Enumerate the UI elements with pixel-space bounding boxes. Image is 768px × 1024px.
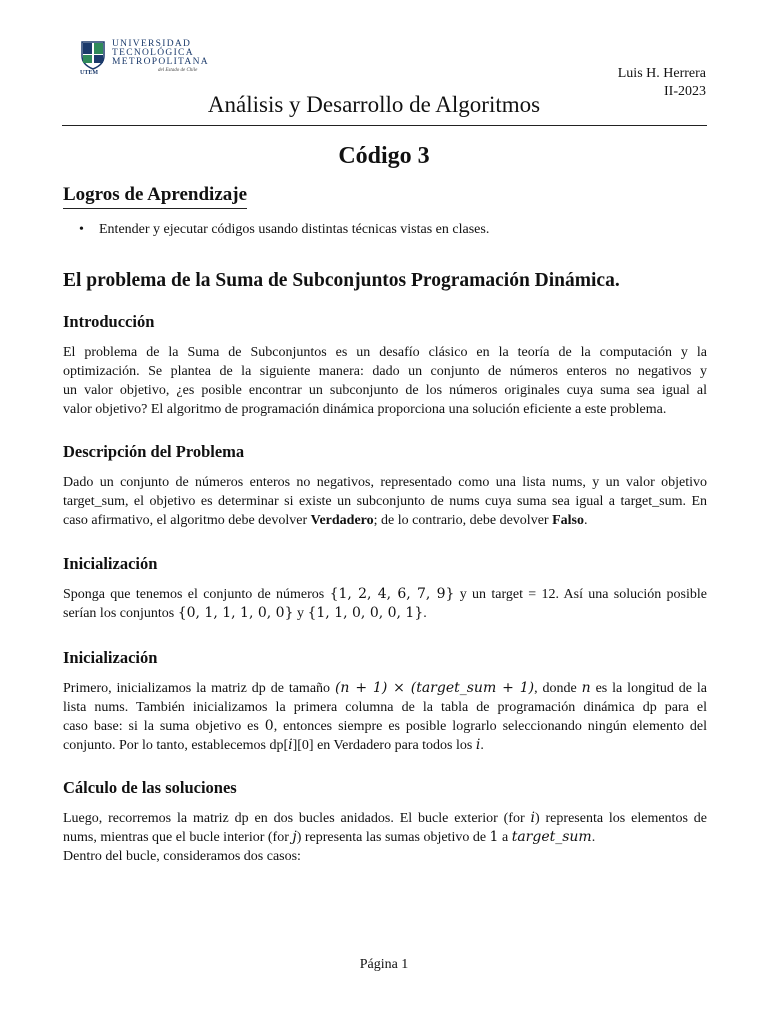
math-j: j bbox=[292, 829, 297, 845]
inicializacion-paragraph bbox=[63, 679, 707, 755]
paragraph-line bbox=[63, 679, 707, 698]
university-name bbox=[112, 40, 209, 74]
paragraph-line bbox=[63, 809, 707, 828]
math-i: i bbox=[475, 737, 481, 753]
text-run: ) representa las sumas objetivo de bbox=[296, 830, 490, 845]
text-run: Luego, recorremos la matriz dp en dos bucles anidados. El bucle exterior (for bbox=[63, 811, 531, 826]
descripcion-heading: Descripción del Problema bbox=[63, 442, 245, 461]
math-i: i bbox=[288, 737, 293, 753]
text-run: , donde bbox=[534, 681, 582, 696]
text-run: . bbox=[423, 606, 427, 621]
math-i: i bbox=[530, 810, 535, 826]
paragraph-line bbox=[63, 717, 707, 736]
text-run: . bbox=[591, 830, 596, 845]
text-run: . bbox=[480, 738, 484, 753]
university-name-line: TECNOLÓGICA bbox=[112, 48, 194, 58]
university-subtitle: del Estado de Chile bbox=[158, 68, 198, 73]
text-run: ; de lo contrario, debe devolver bbox=[373, 513, 553, 528]
inicializacion-paragraph bbox=[63, 585, 707, 623]
math-dims: (n + 1) × (target_sum + 1) bbox=[334, 680, 535, 696]
paragraph-line: optimización. Se plantea de la siguiente manera: dado un conjunto de números enteros no negativos y bbox=[63, 364, 707, 379]
text-run: , entonces siempre es posible lograrlo seleccionando ningún elemento del bbox=[273, 719, 707, 734]
math-target-sum: target_sum bbox=[511, 829, 592, 845]
text-run: y bbox=[293, 606, 308, 621]
author-name: Luis H. Herrera bbox=[617, 66, 706, 81]
calculo-heading: Cálculo de las soluciones bbox=[63, 778, 237, 797]
bold-verdadero: Verdadero bbox=[310, 513, 374, 528]
list-item: • Entender y ejecutar códigos usando distintas técnicas vistas en clases. bbox=[79, 222, 489, 238]
math-expression bbox=[582, 680, 591, 696]
page-number: Página 1 bbox=[359, 957, 409, 972]
inicializacion-heading: Inicialización bbox=[63, 554, 158, 573]
text-run: es la longitud de la bbox=[590, 681, 707, 696]
text-run: . bbox=[583, 513, 588, 528]
math-n: n bbox=[581, 680, 591, 696]
bold-falso: Falso bbox=[552, 513, 584, 528]
course-title: Análisis y Desarrollo de Algoritmos bbox=[207, 92, 541, 117]
paragraph-line bbox=[63, 511, 707, 530]
logros-list bbox=[79, 222, 489, 238]
paragraph-line: valor objetivo? El algoritmo de programación dinámica proporciona una solución eficiente a este problema. bbox=[63, 402, 667, 417]
text-run: caso afirmativo, el algoritmo debe devolver bbox=[63, 513, 311, 528]
math-set: {1, 1, 0, 0, 0, 1} bbox=[307, 605, 424, 621]
math-zero: 0 bbox=[264, 718, 274, 734]
university-logo bbox=[80, 40, 212, 80]
university-name-line: UNIVERSIDAD bbox=[112, 39, 192, 49]
paragraph-line: lista nums. También inicializamos la primera columna de la tabla de programación dinámica dp para el bbox=[63, 700, 707, 715]
university-name-line: METROPOLITANA bbox=[112, 57, 209, 67]
paragraph-line: Dado un conjunto de números enteros no negativos, representado como una lista nums, y un valor objetivo bbox=[63, 475, 707, 490]
paragraph-line bbox=[63, 585, 707, 604]
text-run: a bbox=[498, 830, 512, 845]
paragraph-line bbox=[63, 736, 707, 755]
paragraph-line: Dentro del bucle, consideramos dos casos: bbox=[63, 849, 301, 864]
text-run: conjunto. Por lo tanto, establecemos dp[ bbox=[63, 738, 289, 753]
logo-caption: UTEM bbox=[80, 70, 98, 76]
math-expression bbox=[335, 680, 534, 696]
paragraph-line: un valor objetivo, ¿es posible encontrar un subconjunto de los números originales cuya suma sea igual al bbox=[63, 383, 707, 398]
inicializacion-heading: Inicialización bbox=[63, 648, 158, 667]
text-run: Primero, inicializamos la matriz dp de tamaño bbox=[63, 681, 335, 696]
logros-heading: Logros de Aprendizaje bbox=[63, 184, 247, 209]
header-divider bbox=[62, 125, 707, 126]
paragraph-line bbox=[63, 828, 707, 847]
text-run: Sponga que tenemos el conjunto de números bbox=[63, 587, 330, 602]
intro-paragraph bbox=[63, 343, 707, 419]
shield-icon bbox=[80, 40, 106, 70]
math-one: 1 bbox=[489, 829, 499, 845]
math-expression bbox=[512, 829, 592, 845]
descripcion-paragraph bbox=[63, 473, 707, 530]
intro-heading: Introducción bbox=[63, 312, 155, 331]
text-run: serían los conjuntos bbox=[63, 606, 178, 621]
text-run: nums, mientras que el bucle interior (for bbox=[63, 830, 293, 845]
text-run: ][0] en Verdadero para todos los bbox=[292, 738, 476, 753]
text-run: ) representa los elementos de bbox=[534, 811, 707, 826]
document-title: Código 3 bbox=[338, 143, 430, 169]
calculo-paragraph bbox=[63, 809, 707, 866]
paragraph-line: target_sum, el objetivo es determinar si existe un subconjunto de nums cuya suma sea igual a target_sum. En bbox=[63, 494, 707, 509]
text-run: y un target = 12. Así una solución posible bbox=[454, 587, 707, 602]
term: II-2023 bbox=[664, 84, 706, 99]
math-set: {0, 1, 1, 1, 0, 0} bbox=[177, 605, 294, 621]
paragraph-line: El problema de la Suma de Subconjuntos es un desafío clásico en la teoría de la computación y la bbox=[63, 345, 707, 360]
math-set: {1, 2, 4, 6, 7, 9} bbox=[329, 586, 455, 602]
text-run: caso base: si la suma objetivo es bbox=[63, 719, 265, 734]
section-title: El problema de la Suma de Subconjuntos Programación Dinámica. bbox=[63, 270, 620, 291]
paragraph-line bbox=[63, 604, 707, 623]
